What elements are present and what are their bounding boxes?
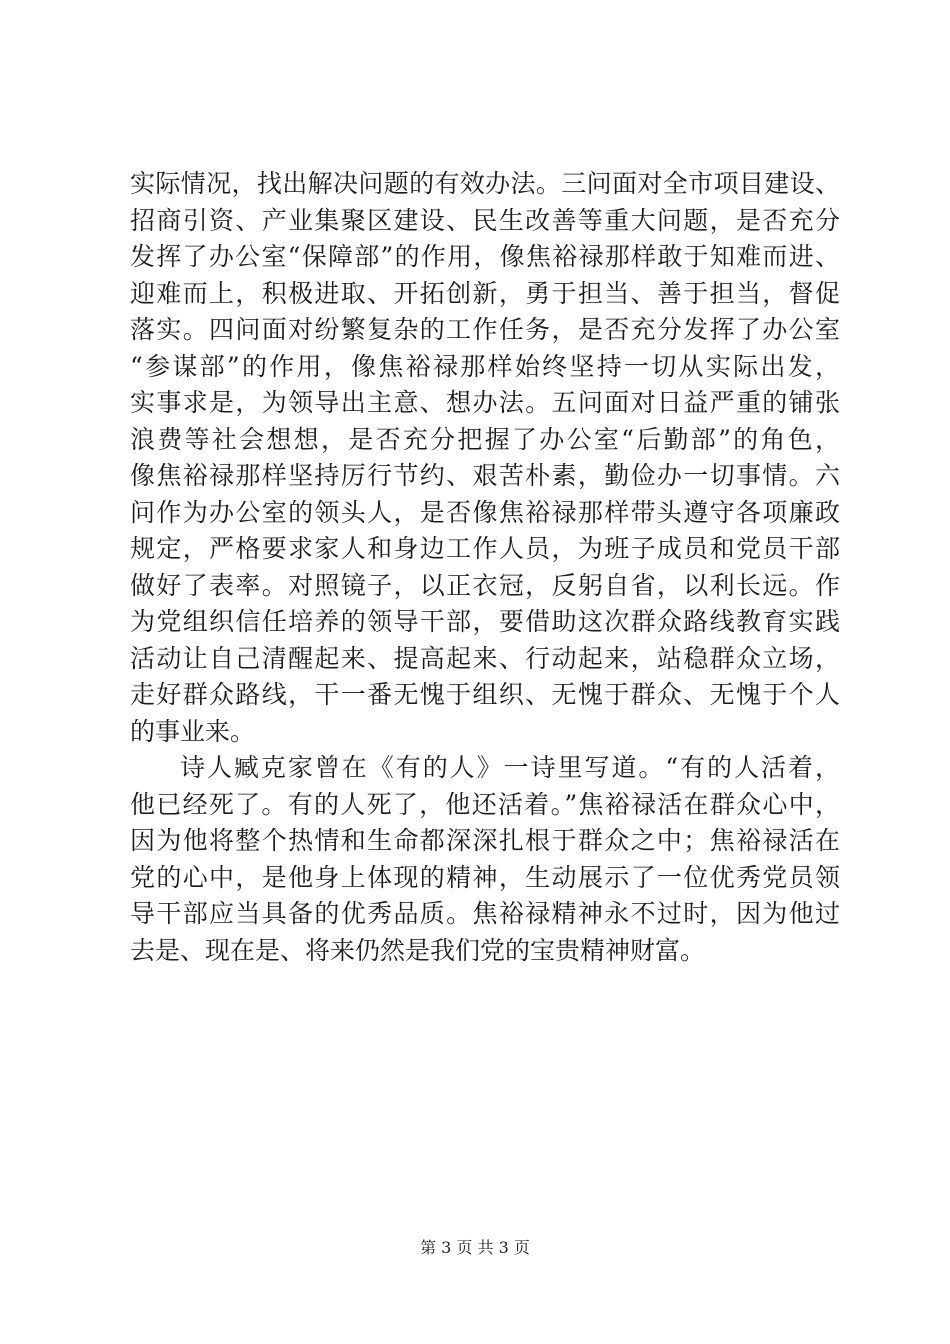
paragraph-line: 招商引资、产业集聚区建设、民生改善等重大问题，是否充分	[130, 205, 840, 235]
paragraph-line: 诗人臧克家曾在《有的人》一诗里写道。“有的人活着，	[180, 753, 840, 782]
paragraph-line: 他已经死了。有的人死了，他还活着。”焦裕禄活在群众心中，	[130, 789, 840, 819]
paragraph-line: 规定，严格要求家人和身边工作人员，为班子成员和党员干部	[130, 534, 840, 563]
paragraph-line: 浪费等社会想想，是否充分把握了办公室“后勤部”的角色，	[130, 424, 840, 454]
paragraph-line: 实际情况，找出解决问题的有效办法。三问面对全市项目建设、	[130, 169, 840, 198]
paragraph-line: 活动让自己清醒起来、提高起来、行动起来，站稳群众立场，	[130, 643, 840, 673]
paragraph-line: 为党组织信任培养的领导干部，要借助这次群众路线教育实践	[130, 607, 840, 636]
paragraph-line: 因为他将整个热情和生命都深深扎根于群众之中；焦裕禄活在	[130, 826, 840, 855]
paragraph-line: 迎难而上，积极进取、开拓创新，勇于担当、善于担当，督促	[130, 278, 840, 308]
page-number-footer: 第 3 页 共 3 页	[420, 1238, 530, 1257]
paragraph-1	[130, 166, 840, 750]
paragraph-line: 问作为办公室的领头人，是否像焦裕禄那样带头遵守各项廉政	[130, 497, 840, 527]
paragraph-line: 实事求是，为领导出主意、想办法。五问面对日益严重的铺张	[130, 388, 840, 417]
paragraph-line: 做好了表率。对照镜子，以正衣冠，反躬自省，以利长远。作	[130, 570, 840, 600]
paragraph-line: 党的心中，是他身上体现的精神，生动展示了一位优秀党员领	[130, 862, 840, 892]
paragraph-line: “参谋部”的作用，像焦裕禄那样始终坚持一切从实际出发，	[130, 351, 840, 381]
paragraph-line: 走好群众路线，干一番无愧于组织、无愧于群众、无愧于个人	[130, 680, 840, 709]
paragraph-line: 落实。四问面对纷繁复杂的工作任务，是否充分发挥了办公室	[130, 315, 840, 344]
paragraph-line: 发挥了办公室“保障部”的作用，像焦裕禄那样敢于知难而进、	[130, 242, 840, 271]
paragraph-line: 像焦裕禄那样坚持厉行节约、艰苦朴素，勤俭办一切事情。六	[130, 461, 840, 490]
document-body	[130, 166, 840, 969]
paragraph-line: 导干部应当具备的优秀品质。焦裕禄精神永不过时，因为他过	[130, 899, 840, 928]
paragraph-line: 去是、现在是、将来仍然是我们党的宝贵精神财富。	[130, 935, 706, 965]
paragraph-2	[130, 750, 840, 969]
paragraph-line: 的事业来。	[130, 716, 256, 746]
